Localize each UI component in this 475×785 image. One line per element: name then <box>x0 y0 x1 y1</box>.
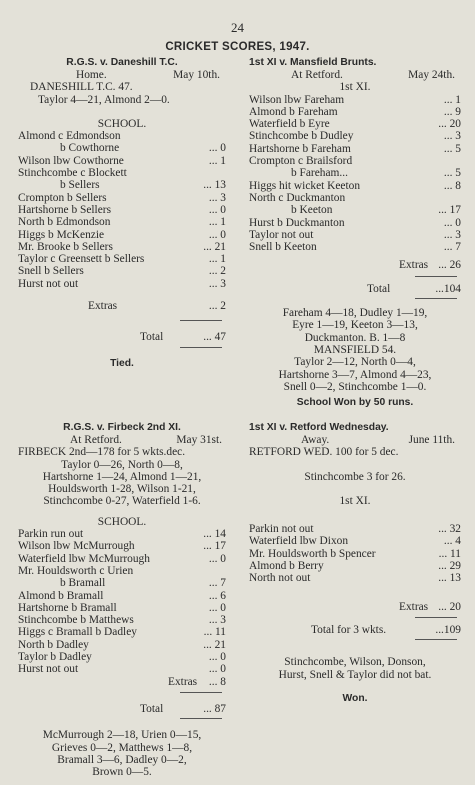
match-result: Tied. <box>110 357 134 369</box>
batting-row <box>249 204 461 216</box>
batting-row <box>18 241 226 253</box>
runs-scored: ... 13 <box>203 179 226 192</box>
runs-scored: ... 32 <box>438 523 461 536</box>
batsman-dismissal: Waterfield lbw McMurrough <box>18 552 150 565</box>
team-heading: 1st XI. <box>339 81 371 94</box>
batsman-dismissal: Almond c Edmondson <box>18 130 121 143</box>
batting-row <box>18 204 226 216</box>
runs-scored: ... 4 <box>443 535 461 548</box>
batsman-dismissal: Hurst b Duckmanton <box>249 216 345 229</box>
batsman-dismissal: North not out <box>249 572 311 585</box>
opponent-bowling <box>249 356 461 393</box>
extras-row <box>18 676 226 688</box>
text-line: Houldsworth 1-28, Wilson 1-21, <box>48 483 196 496</box>
total-label: Total for 3 wkts. <box>311 623 387 636</box>
runs-scored: ... 29 <box>438 560 461 573</box>
bowling-figures <box>18 459 226 508</box>
batting-row <box>249 118 461 130</box>
batting-row <box>18 167 226 179</box>
batting-row <box>249 106 461 118</box>
batting-row <box>18 577 226 589</box>
batting-row <box>249 217 461 229</box>
text-line: Taylor 0—26, North 0—8, <box>61 458 183 471</box>
bowling-figures: Stinchcombe 3 for 26. <box>304 470 406 483</box>
runs-scored: ... 0 <box>208 203 226 216</box>
text-line: Bramall 3—6, Dadley 0—2, <box>57 753 187 766</box>
total-value: ...104 <box>435 282 461 295</box>
batting-row <box>18 528 226 540</box>
text-line: Hartshorne 3—7, Almond 4—23, <box>278 368 432 381</box>
batting-row <box>249 548 461 560</box>
extras-row <box>18 300 226 312</box>
batting-row <box>249 130 461 142</box>
runs-scored: ... 17 <box>203 540 226 553</box>
batting-row <box>18 565 226 577</box>
text-line: Eyre 1—19, Keeton 3—13, <box>292 319 418 332</box>
match-date: May 24th. <box>408 69 455 81</box>
batsman-dismissal: Hartshorne b Fareham <box>249 142 351 155</box>
batting-row <box>249 192 461 204</box>
runs-scored: ... 9 <box>443 105 461 118</box>
match-firbeck <box>18 421 226 778</box>
runs-scored: ... 0 <box>208 552 226 565</box>
did-not-bat <box>249 656 461 681</box>
batsman-dismissal: Hartshorne b Sellers <box>18 203 111 216</box>
batting-row <box>18 626 226 638</box>
batsman-dismissal: Almond b Fareham <box>249 105 338 118</box>
batsman-dismissal: b Cowthorne <box>60 142 120 155</box>
text-line: Taylor 2—12, North 0—4, <box>294 356 416 369</box>
text-line: Hurst, Snell & Taylor did not bat. <box>278 668 432 681</box>
total-row <box>249 283 461 295</box>
opponent-score: RETFORD WED. 100 for 5 dec. <box>249 446 399 459</box>
batting-row <box>249 180 461 192</box>
total-row <box>18 331 226 343</box>
batsman-dismissal: Taylor c Greensett b Sellers <box>18 253 145 266</box>
batting-row <box>18 142 226 154</box>
extras-value: ... 20 <box>438 600 461 613</box>
text-line: Stinchcombe 0-27, Waterfield 1-6. <box>43 495 201 508</box>
batsman-dismissal: Taylor not out <box>249 228 314 241</box>
total-row <box>249 624 461 636</box>
match-heading: R.G.S. v. Firbeck 2nd XI. <box>63 422 181 433</box>
extras-row <box>249 259 461 271</box>
extras-label: Extras <box>399 600 429 613</box>
batsman-dismissal: Higgs c Bramall b Dadley <box>18 626 137 639</box>
total-row <box>18 703 226 715</box>
runs-scored: ... 3 <box>208 614 226 627</box>
batting-row <box>249 535 461 547</box>
runs-scored: ... 21 <box>203 638 226 651</box>
extras-row <box>249 601 461 613</box>
extras-value: ... 26 <box>438 259 461 272</box>
batsman-dismissal: Mr. Houldsworth b Spencer <box>249 547 376 560</box>
runs-scored: ... 5 <box>443 142 461 155</box>
batsman-dismissal: Hurst not out <box>18 277 79 290</box>
match-date: May 10th. <box>173 69 220 81</box>
extras-value: ... 2 <box>208 300 226 313</box>
match-result: Won. <box>342 692 368 704</box>
batsman-dismissal: Mr. Houldsworth c Urien <box>18 564 134 577</box>
match-result: School Won by 50 runs. <box>296 397 414 409</box>
batting-card <box>18 130 226 290</box>
batting-row <box>18 155 226 167</box>
batsman-dismissal: b Keeton <box>291 204 333 217</box>
text-line: Brown 0—5. <box>92 766 152 779</box>
batting-row <box>18 553 226 565</box>
runs-scored: ... 3 <box>443 130 461 143</box>
text-line: Duckmanton. B. 1—8 <box>304 331 406 344</box>
batsman-dismissal: b Fareham... <box>291 167 348 180</box>
batsman-dismissal: Crompton c Brailsford <box>249 155 353 168</box>
runs-scored: ... 8 <box>443 179 461 192</box>
runs-scored: ... 14 <box>203 528 226 541</box>
total-value: ... 47 <box>203 331 226 344</box>
total-value: ...109 <box>435 623 461 636</box>
batting-row <box>249 229 461 241</box>
match-heading: 1st XI v. Retford Wednesday. <box>249 422 389 433</box>
batting-row <box>18 614 226 626</box>
batsman-dismissal: Snell b Sellers <box>18 265 84 278</box>
runs-scored: ... 1 <box>208 216 226 229</box>
text-line: Grieves 0—2, Matthews 1—8, <box>51 741 193 754</box>
runs-scored: ... 2 <box>208 265 226 278</box>
runs-scored: ... 0 <box>208 601 226 614</box>
batsman-dismissal: Snell b Keeton <box>249 241 317 254</box>
batsman-dismissal: North b Dadley <box>18 638 89 651</box>
bowling-figures <box>249 307 461 344</box>
batsman-dismissal: Waterfield b Eyre <box>249 118 330 131</box>
runs-scored: ... 0 <box>443 216 461 229</box>
runs-scored: ... 5 <box>443 167 461 180</box>
match-heading: 1st XI v. Mansfield Brunts. <box>249 57 377 68</box>
batting-row <box>18 192 226 204</box>
batting-row <box>18 216 226 228</box>
runs-scored: ... 3 <box>443 228 461 241</box>
team-heading: SCHOOL. <box>97 515 147 528</box>
runs-scored: ... 0 <box>208 142 226 155</box>
page-title: CRICKET SCORES, 1947. <box>165 41 310 53</box>
batsman-dismissal: North c Duckmanton <box>249 191 346 204</box>
batsman-dismissal: Parkin not out <box>249 523 314 536</box>
runs-scored: ... 17 <box>438 204 461 217</box>
extras-label: Extras <box>168 675 198 688</box>
runs-scored: ... 21 <box>203 240 226 253</box>
batting-row <box>18 663 226 675</box>
total-value: ... 87 <box>203 702 226 715</box>
runs-scored: ... 1 <box>443 93 461 106</box>
runs-scored: ... 11 <box>203 626 226 639</box>
batting-row <box>18 179 226 191</box>
runs-scored: ... 6 <box>208 589 226 602</box>
batting-row <box>18 651 226 663</box>
batsman-dismissal: North b Edmondson <box>18 216 111 229</box>
batsman-dismissal: Almond b Bramall <box>18 589 104 602</box>
team-heading: SCHOOL. <box>97 117 147 130</box>
batting-row <box>18 590 226 602</box>
match-retford-wednesday <box>249 421 461 705</box>
match-date: June 11th. <box>408 434 455 446</box>
opponent-score: MANSFIELD 54. <box>313 343 397 356</box>
batting-card <box>249 94 461 254</box>
batsman-dismissal: Hartshorne b Bramall <box>18 601 117 614</box>
match-date: May 31st. <box>176 434 222 446</box>
batsman-dismissal: Wilson lbw Cowthorne <box>18 154 124 167</box>
batting-row <box>18 278 226 290</box>
batsman-dismissal: Mr. Brooke b Sellers <box>18 240 113 253</box>
batsman-dismissal: Stinchcombe b Dudley <box>249 130 354 143</box>
text-line: McMurrough 2—18, Urien 0—15, <box>42 729 202 742</box>
batsman-dismissal: b Sellers <box>60 179 100 192</box>
venue-line <box>18 69 226 81</box>
total-label: Total <box>140 702 164 715</box>
batting-row <box>18 229 226 241</box>
runs-scored: ... 3 <box>208 277 226 290</box>
batsman-dismissal: Crompton b Sellers <box>18 191 107 204</box>
batting-row <box>249 94 461 106</box>
batting-row <box>18 602 226 614</box>
batsman-dismissal: Stinchcombe b Matthews <box>18 614 134 627</box>
text-line: Snell 0—2, Stinchcombe 1—0. <box>283 380 427 393</box>
batting-row <box>249 155 461 167</box>
batsman-dismissal: Hurst not out <box>18 663 79 676</box>
runs-scored: ... 20 <box>438 118 461 131</box>
match-mansfield <box>249 56 461 409</box>
batsman-dismissal: Almond b Berry <box>249 560 324 573</box>
batsman-dismissal: Wilson lbw Fareham <box>249 93 345 106</box>
runs-scored: ... 11 <box>438 547 461 560</box>
batsman-dismissal: Stinchcombe c Blockett <box>18 167 127 180</box>
batsman-dismissal: Taylor b Dadley <box>18 651 92 664</box>
batting-row <box>249 241 461 253</box>
venue-line <box>249 69 461 81</box>
runs-scored: ... 1 <box>208 253 226 266</box>
opponent-score: DANESHILL T.C. 47. <box>30 81 133 94</box>
venue-line <box>249 434 461 446</box>
runs-scored: ... 0 <box>208 228 226 241</box>
runs-scored: ... 1 <box>208 154 226 167</box>
team-heading: 1st XI. <box>339 494 371 507</box>
batting-row <box>249 143 461 155</box>
extras-value: ... 8 <box>208 675 226 688</box>
bowling-figures: Taylor 4—21, Almond 2—0. <box>38 93 170 106</box>
venue: Away. <box>301 434 330 446</box>
batsman-dismissal: Wilson lbw McMurrough <box>18 540 135 553</box>
runs-scored: ... 0 <box>208 663 226 676</box>
batting-row <box>249 523 461 535</box>
runs-scored: ... 3 <box>208 191 226 204</box>
extras-label: Extras <box>399 259 429 272</box>
batting-row <box>18 130 226 142</box>
text-line: Hartshorne 1—24, Almond 1—21, <box>42 470 202 483</box>
total-label: Total <box>367 282 391 295</box>
venue: At Retford. <box>70 434 122 446</box>
batting-row <box>249 167 461 179</box>
batsman-dismissal: Higgs hit wicket Keeton <box>249 179 361 192</box>
opponent-bowling <box>18 729 226 778</box>
extras-label: Extras <box>88 300 118 313</box>
venue: Home. <box>76 69 107 81</box>
runs-scored: ... 7 <box>443 241 461 254</box>
batting-row <box>18 540 226 552</box>
text-line: Fareham 4—18, Dudley 1—19, <box>282 307 428 320</box>
runs-scored: ... 0 <box>208 651 226 664</box>
batting-row <box>249 572 461 584</box>
batting-card <box>18 528 226 676</box>
batting-row <box>18 253 226 265</box>
batsman-dismissal: Parkin run out <box>18 528 84 541</box>
page-number: 24 <box>231 20 244 35</box>
batsman-dismissal: Waterfield lbw Dixon <box>249 535 349 548</box>
batsman-dismissal: Higgs b McKenzie <box>18 228 105 241</box>
match-daneshill <box>18 56 226 370</box>
batting-row <box>18 639 226 651</box>
batsman-dismissal: b Bramall <box>60 577 106 590</box>
batting-row <box>18 265 226 277</box>
text-line: Stinchcombe, Wilson, Donson, <box>284 656 426 669</box>
venue: At Retford. <box>291 69 343 81</box>
runs-scored: ... 13 <box>438 572 461 585</box>
total-label: Total <box>140 331 164 344</box>
venue-line <box>18 434 226 446</box>
batting-card <box>249 523 461 584</box>
opponent-score: FIRBECK 2nd—178 for 5 wkts.dec. <box>18 446 186 459</box>
match-heading: R.G.S. v. Daneshill T.C. <box>66 57 178 68</box>
runs-scored: ... 7 <box>208 577 226 590</box>
batting-row <box>249 560 461 572</box>
